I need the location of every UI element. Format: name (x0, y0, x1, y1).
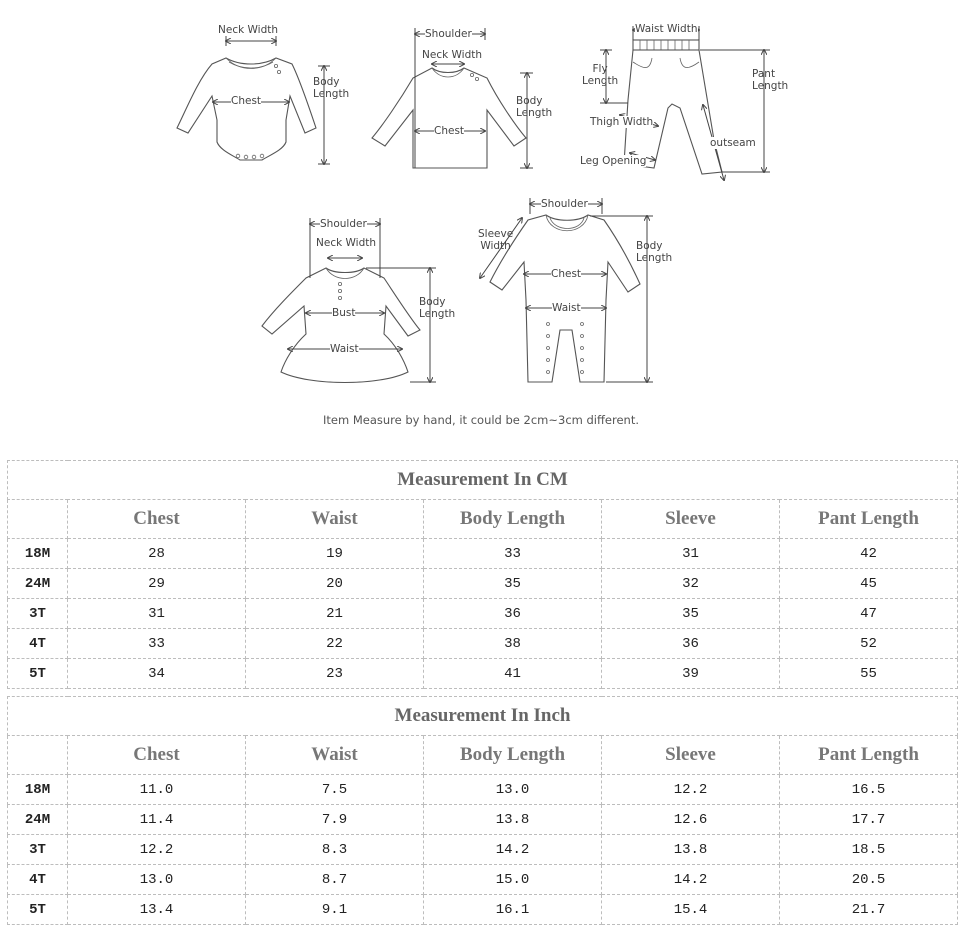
sleeve-value: 36 (602, 629, 780, 659)
chest-value: 11.4 (68, 805, 246, 835)
table-row (8, 895, 958, 925)
bodysuit-body-length-label: Body Length (313, 76, 350, 100)
waist-value: 7.5 (246, 775, 424, 805)
header-sleeve: Sleeve (602, 500, 780, 539)
body-length-value: 33 (424, 539, 602, 569)
waist-value: 23 (246, 659, 424, 689)
size-label: 24M (8, 569, 68, 599)
sleeve-value: 15.4 (602, 895, 780, 925)
pant-length-value: 42 (780, 539, 958, 569)
size-table-cm (7, 460, 958, 689)
dress-neck-width-label: Neck Width (316, 237, 377, 249)
pant-length-value: 55 (780, 659, 958, 689)
table-row (8, 599, 958, 629)
body-length-value: 15.0 (424, 865, 602, 895)
pant-length-value: 20.5 (780, 865, 958, 895)
garment-measure-diagrams (0, 0, 962, 445)
dress-waist-label: Waist (330, 343, 359, 355)
pants-thigh-width-label: Thigh Width (590, 116, 654, 128)
romper-chest-label: Chest (551, 268, 582, 280)
size-label: 24M (8, 805, 68, 835)
chest-value: 29 (68, 569, 246, 599)
table-row (8, 659, 958, 689)
size-table-inch (7, 696, 958, 925)
size-label: 4T (8, 865, 68, 895)
size-label: 3T (8, 835, 68, 865)
size-label: 5T (8, 659, 68, 689)
size-label: 18M (8, 775, 68, 805)
pants-outseam-label: outseam (710, 137, 756, 149)
header-waist: Waist (246, 736, 424, 775)
bodysuit-neck-width-label: Neck Width (218, 24, 279, 36)
chest-value: 31 (68, 599, 246, 629)
waist-value: 9.1 (246, 895, 424, 925)
romper-waist-label: Waist (552, 302, 581, 314)
pant-length-value: 47 (780, 599, 958, 629)
header-pant-length: Pant Length (780, 736, 958, 775)
pants-fly-length-label: Fly Length (582, 63, 619, 87)
chest-value: 13.4 (68, 895, 246, 925)
body-length-value: 13.8 (424, 805, 602, 835)
chest-value: 11.0 (68, 775, 246, 805)
dress-bust-label: Bust (332, 307, 356, 319)
romper-sleeve-width-label: Sleeve Width (478, 228, 514, 252)
pants-pant-length-label: Pant Length (752, 68, 789, 92)
body-length-value: 41 (424, 659, 602, 689)
header-size-blank (8, 500, 68, 539)
table-row (8, 629, 958, 659)
body-length-value: 16.1 (424, 895, 602, 925)
chest-value: 34 (68, 659, 246, 689)
body-length-value: 35 (424, 569, 602, 599)
header-waist: Waist (246, 500, 424, 539)
body-length-value: 36 (424, 599, 602, 629)
size-label: 18M (8, 539, 68, 569)
pant-length-value: 21.7 (780, 895, 958, 925)
pant-length-value: 16.5 (780, 775, 958, 805)
sleeve-value: 12.2 (602, 775, 780, 805)
sleeve-value: 35 (602, 599, 780, 629)
pants-leg-opening-label: Leg Opening (580, 155, 647, 167)
waist-value: 22 (246, 629, 424, 659)
tshirt-chest-label: Chest (434, 125, 465, 137)
pant-length-value: 18.5 (780, 835, 958, 865)
waist-value: 7.9 (246, 805, 424, 835)
bodysuit-chest-label: Chest (231, 95, 262, 107)
romper-body-length-label: Body Length (636, 240, 673, 264)
size-label: 3T (8, 599, 68, 629)
waist-value: 19 (246, 539, 424, 569)
chest-value: 13.0 (68, 865, 246, 895)
waist-value: 8.7 (246, 865, 424, 895)
table-row (8, 835, 958, 865)
tshirt-neck-width-label: Neck Width (422, 49, 483, 61)
table-header-row (8, 500, 958, 539)
chest-value: 12.2 (68, 835, 246, 865)
sleeve-value: 14.2 (602, 865, 780, 895)
header-size-blank (8, 736, 68, 775)
pant-length-value: 52 (780, 629, 958, 659)
body-length-value: 13.0 (424, 775, 602, 805)
header-body-length: Body Length (424, 736, 602, 775)
table-row (8, 775, 958, 805)
waist-value: 20 (246, 569, 424, 599)
sleeve-value: 12.6 (602, 805, 780, 835)
dress-body-length-label: Body Length (419, 296, 456, 320)
pant-length-value: 17.7 (780, 805, 958, 835)
table-row (8, 539, 958, 569)
header-body-length: Body Length (424, 500, 602, 539)
table-title-cm: Measurement In CM (8, 461, 958, 500)
header-chest: Chest (68, 736, 246, 775)
sleeve-value: 39 (602, 659, 780, 689)
pant-length-value: 45 (780, 569, 958, 599)
romper-shoulder-label: Shoulder (541, 198, 588, 210)
waist-value: 8.3 (246, 835, 424, 865)
chest-value: 33 (68, 629, 246, 659)
dress-shoulder-label: Shoulder (320, 218, 367, 230)
sleeve-value: 31 (602, 539, 780, 569)
table-row (8, 805, 958, 835)
body-length-value: 14.2 (424, 835, 602, 865)
chest-value: 28 (68, 539, 246, 569)
romper-sketch (480, 198, 653, 382)
sleeve-value: 32 (602, 569, 780, 599)
header-chest: Chest (68, 500, 246, 539)
tshirt-shoulder-label: Shoulder (425, 28, 472, 40)
size-label: 4T (8, 629, 68, 659)
pants-waist-width-label: Waist Width (635, 23, 698, 35)
size-label: 5T (8, 895, 68, 925)
table-title-inch: Measurement In Inch (8, 697, 958, 736)
header-pant-length: Pant Length (780, 500, 958, 539)
measure-note: Item Measure by hand, it could be 2cm~3cm different. (322, 413, 640, 427)
waist-value: 21 (246, 599, 424, 629)
table-row (8, 569, 958, 599)
header-sleeve: Sleeve (602, 736, 780, 775)
sleeve-value: 13.8 (602, 835, 780, 865)
table-header-row (8, 736, 958, 775)
garment-sketches (0, 0, 962, 445)
body-length-value: 38 (424, 629, 602, 659)
tshirt-body-length-label: Body Length (516, 95, 553, 119)
table-row (8, 865, 958, 895)
